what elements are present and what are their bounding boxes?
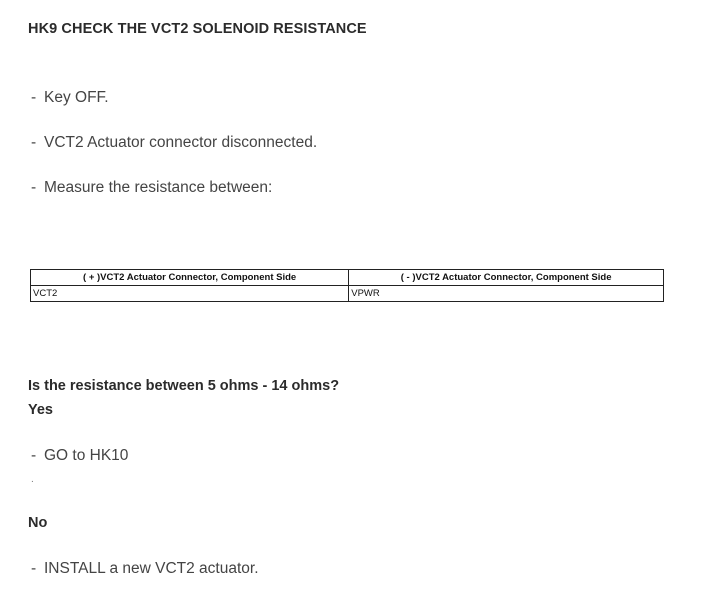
no-action-text: INSTALL a new VCT2 actuator.: [44, 560, 259, 577]
no-label: No: [28, 515, 48, 531]
bullet-dash: -: [31, 560, 37, 577]
bullet-dash: -: [31, 89, 37, 106]
yes-action-text: GO to HK10: [44, 447, 129, 464]
yes-label: Yes: [28, 402, 53, 418]
table-header-row: [31, 270, 664, 286]
table-cell-negative-pin: VPWR: [349, 286, 664, 302]
table-row: [31, 286, 664, 302]
step-item-connector-disconnected: [31, 134, 317, 152]
connector-pin-table: [30, 269, 664, 302]
yes-action-item: [31, 447, 128, 465]
step-text: VCT2 Actuator connector disconnected.: [44, 134, 318, 151]
procedure-heading: HK9 CHECK THE VCT2 SOLENOID RESISTANCE: [28, 21, 367, 37]
step-item-key-off: [31, 89, 109, 107]
trailing-period: .: [31, 474, 34, 485]
table-cell-positive-pin: VCT2: [31, 286, 349, 302]
step-text: Measure the resistance between:: [44, 179, 273, 196]
table-header-negative: ( - )VCT2 Actuator Connector, Component Side: [349, 270, 664, 286]
bullet-dash: -: [31, 134, 37, 151]
step-text: Key OFF.: [44, 89, 109, 106]
resistance-question: Is the resistance between 5 ohms - 14 ohms?: [28, 378, 340, 394]
bullet-dash: -: [31, 447, 37, 464]
step-item-measure-resistance: [31, 179, 272, 197]
table-header-positive: ( + )VCT2 Actuator Connector, Component Side: [31, 270, 349, 286]
no-action-item: [31, 560, 259, 578]
bullet-dash: -: [31, 179, 37, 196]
